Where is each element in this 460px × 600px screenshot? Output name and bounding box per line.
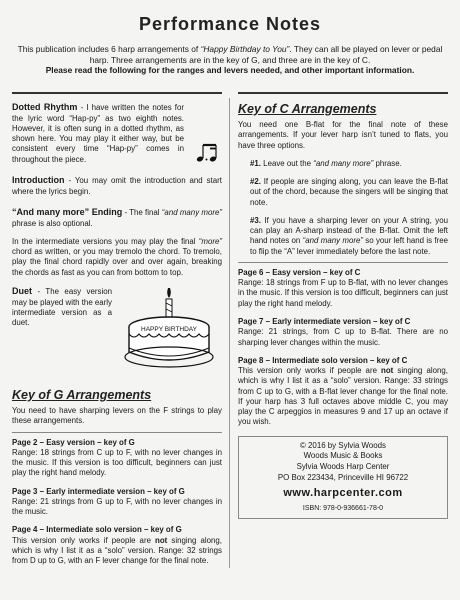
page6-text: Range: 18 strings from F up to B-flat, with no lever changes in the music. If this version is too difficult, beginners can just play the right hand melody. <box>238 278 448 308</box>
birthday-cake-icon <box>122 282 218 374</box>
option2-text: If people are singing along, you can leave the B-flat out of the chord, because the singers will be singing that note. <box>250 177 448 207</box>
page2-paragraph <box>12 438 222 479</box>
website-link[interactable]: www.harpcenter.com <box>283 487 403 500</box>
page3-heading: Page 3 – Early intermediate version – key of G <box>12 486 185 496</box>
right-column <box>238 102 448 519</box>
dotted-rhythm-paragraph <box>12 102 222 165</box>
intermediate-paragraph <box>12 237 222 278</box>
page8-heading: Page 8 – Intermediate solo version – key of C <box>238 355 408 365</box>
page8-text-b: singing along, which is why I list it as a “solo” version. Range: 33 strings from C up to G, with a B-flat lever change for the final note. If your harp has 3 full octaves above middle C, you may play the C arpeggios in measures 9 and 17 up an octave if you wish. <box>238 366 448 427</box>
option2-paragraph <box>238 177 448 208</box>
key-of-c-heading: Key of C Arrangements <box>238 102 377 116</box>
harp-center-line: Sylvia Woods Harp Center <box>296 461 390 471</box>
option1-number: #1. <box>250 158 261 168</box>
option3-text-a: If you have a sharping lever on your A string, you can play an A-sharp instead of the B-flat. Omit the left hand notes on <box>250 215 448 246</box>
intro-bold-note: Please read the following for the ranges and levers needed, and other important information. <box>45 65 415 75</box>
dotted-rhythm-text: - I have written the notes for the lyric word “Hap-py” as two eighth notes. However, it is often sung in a dotted rhythm, as shown here. You may play it either way, but be consistent every time “Hap-py” comes in throughout the piece. <box>12 103 184 164</box>
page3-paragraph <box>12 487 222 518</box>
option1-text-c: phrase. <box>373 158 402 168</box>
ending-text-c: phrase is also optional. <box>12 218 93 228</box>
intermediate-text-b: “more” <box>198 236 222 246</box>
option2-number: #2. <box>250 177 261 187</box>
page4-text-b: singing along, which is why I list it as a “solo” version. Range: 32 strings from D up to G, with an F lever change for the final note. <box>12 535 222 566</box>
right-divider <box>238 92 448 94</box>
ending-paragraph <box>12 207 222 229</box>
option1-paragraph <box>238 159 448 169</box>
dotted-rhythm-heading: Dotted Rhythm <box>12 102 78 112</box>
option3-number: #3. <box>250 215 261 225</box>
duet-paragraph <box>12 286 112 328</box>
duet-block <box>12 286 222 378</box>
dotted-rhythm-block <box>12 102 222 165</box>
intermediate-text-c: chord as written, or you may tremolo the chord. To tremolo, play the final chord rapidly over and over again, breaking the chords as fast as you can from bottom to top. <box>12 247 222 277</box>
ending-text-b: “and many more” <box>161 207 223 217</box>
page7-text: Range: 21 strings, from C up to B-flat. There are no sharping lever changes within the music. <box>238 327 448 347</box>
option1-text-a: Leave out the <box>260 158 314 168</box>
copyright-box <box>238 436 448 519</box>
page3-text: Range: 21 strings from G up to F, with no lever changes in the music. <box>12 496 222 517</box>
intro-paragraph <box>14 44 446 76</box>
key-of-g-intro: You need to have sharping levers on the F strings to play these arrangements. <box>12 405 222 426</box>
isbn-line: ISBN: 978-0-936661-78-0 <box>302 505 384 513</box>
intro-song-title: “Happy Birthday to You” <box>200 44 290 54</box>
introduction-heading: Introduction <box>12 175 65 186</box>
intro-text-a: This publication includes 6 harp arrangements of <box>17 44 201 54</box>
option1-text-b: “and many more” <box>313 158 374 168</box>
page6-paragraph <box>238 268 448 309</box>
option3-text-c: so your left hand is free to flip the “A” lever immediately before the last note. <box>250 236 449 256</box>
cake-lettering: HAPPY BIRTHDAY <box>141 325 197 333</box>
page-title: Performance Notes <box>138 14 322 34</box>
copyright-line: © 2016 by Sylvia Woods <box>300 440 386 450</box>
page7-paragraph <box>238 317 448 348</box>
left-divider <box>12 92 222 94</box>
page8-text-not: not <box>381 366 394 376</box>
section-divider <box>12 432 222 433</box>
page2-text: Range: 18 strings from C up to F, with no lever changes in the music. If this version is too difficult, beginners can just play the right hand melody. <box>12 447 222 478</box>
address-line: PO Box 223434, Princeville HI 96722 <box>277 472 409 482</box>
page4-text-a: This version only works if people are <box>12 535 156 545</box>
page4-heading: Page 4 – Intermediate solo version – key of G <box>12 525 182 535</box>
introduction-paragraph <box>12 175 222 197</box>
intermediate-text-a: In the intermediate versions you may play the final <box>12 236 199 246</box>
option3-paragraph <box>238 216 448 257</box>
column-rule <box>229 98 230 568</box>
publisher-line: Woods Music & Books <box>303 451 383 461</box>
key-of-g-heading: Key of G Arrangements <box>12 387 152 402</box>
page8-text-a: This version only works if people are <box>238 366 382 376</box>
key-of-c-intro: You need one B-flat for the final note of these arrangements. If your lever harp isn’t tuned to flats, you have three options. <box>238 120 448 150</box>
page4-paragraph <box>12 525 222 566</box>
page4-text-not: not <box>155 535 168 545</box>
page6-heading: Page 6 – Easy version – key of C <box>238 267 361 277</box>
dotted-rhythm-notes-icon <box>194 142 220 164</box>
left-column <box>12 102 222 566</box>
introduction-text: - You may omit the introduction and start where the lyrics begin. <box>12 176 222 196</box>
duet-heading: Duet <box>12 285 32 296</box>
page7-heading: Page 7 – Early intermediate version – key of C <box>238 316 411 326</box>
option3-text-b: “and many more” <box>302 236 363 246</box>
duet-text: - The easy version may be played with the early intermediate version as a duet. <box>12 286 113 328</box>
section-divider <box>238 262 448 263</box>
page8-paragraph <box>238 356 448 428</box>
intro-text-c: . They can all be played on lever or pedal harp. Three arrangements are in the key of G, and three are in the key of C. <box>89 44 443 65</box>
page2-heading: Page 2 – Easy version – key of G <box>12 437 135 447</box>
ending-text-a: - The final <box>122 207 162 217</box>
ending-heading: “And many more” Ending <box>12 206 123 217</box>
